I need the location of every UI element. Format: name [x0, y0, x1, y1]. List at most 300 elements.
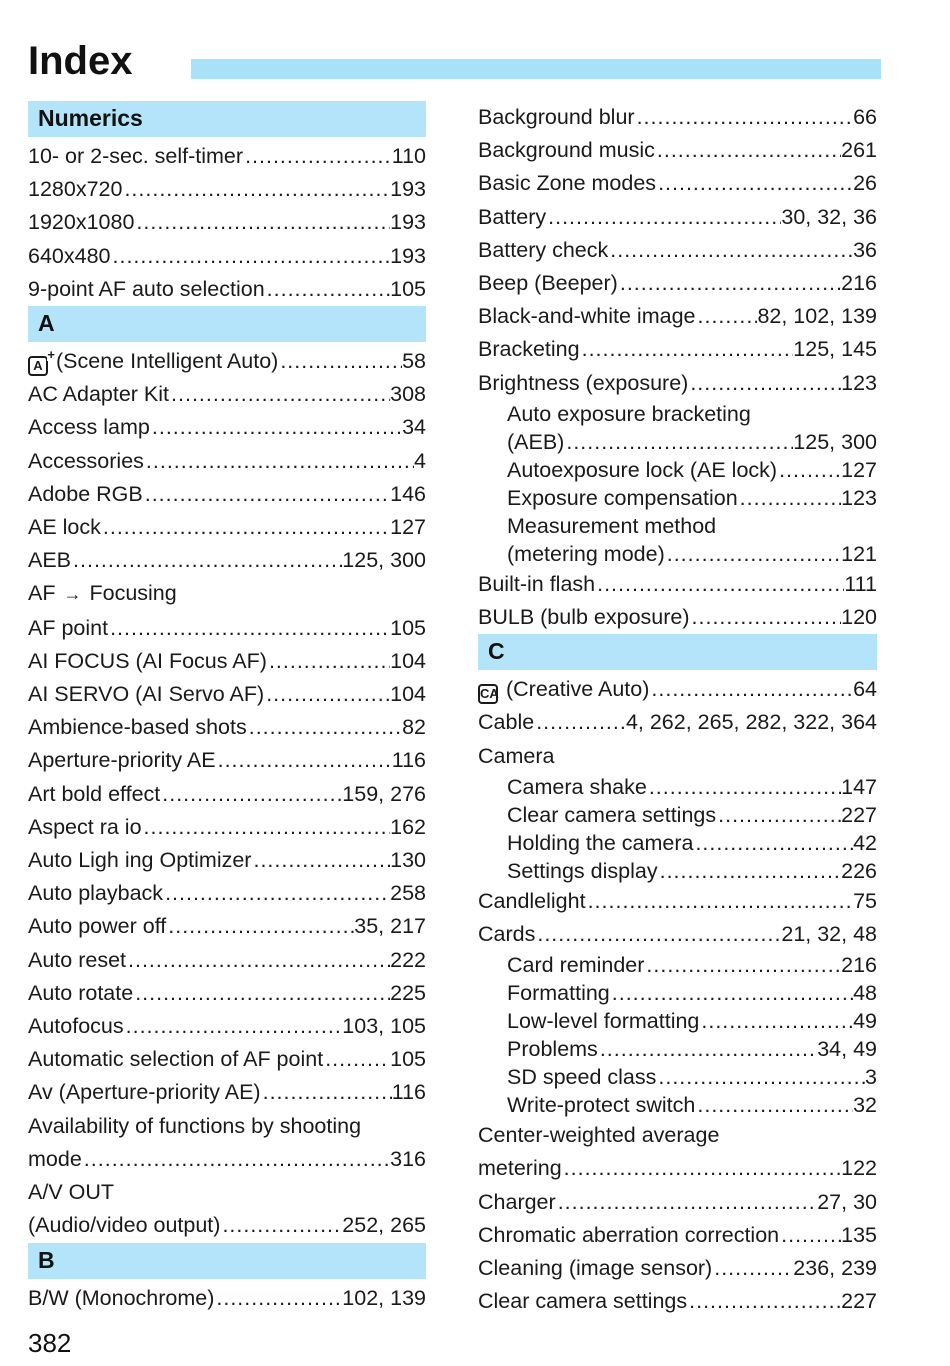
leader-dots	[635, 101, 854, 134]
entry-term-text: Card reminder	[507, 953, 645, 978]
entry-term	[507, 1035, 598, 1063]
index-subentry	[478, 979, 877, 1007]
index-entry	[28, 345, 426, 378]
entry-term-text: 1920x1080	[28, 210, 135, 235]
index-entry	[478, 740, 877, 773]
entry-term	[28, 345, 278, 378]
index-entry-row	[28, 577, 426, 611]
index-entry-row	[478, 267, 877, 300]
leader-dots	[598, 1035, 817, 1063]
leader-dots	[216, 744, 392, 777]
index-entry	[28, 544, 426, 577]
entry-term	[478, 1152, 562, 1185]
index-entry-row	[478, 1252, 877, 1285]
entry-pages[interactable]: 111	[844, 571, 877, 596]
entry-pages[interactable]: 75	[853, 888, 877, 913]
index-subentry	[478, 1007, 877, 1035]
leader-dots	[160, 778, 342, 811]
entry-pages[interactable]: 122	[841, 1156, 877, 1181]
entry-term-text: Ambience-based shots	[28, 715, 247, 740]
entry-pages[interactable]: 4	[414, 448, 426, 473]
entry-term-text: B/W (Monochrome)	[28, 1285, 215, 1310]
entry-pages[interactable]: 125, 300	[342, 548, 426, 573]
entry-heading: Camera	[478, 743, 555, 768]
entry-term	[507, 1007, 699, 1035]
index-entry-row	[478, 568, 877, 601]
index-entry	[28, 612, 426, 645]
leader-dots	[122, 173, 390, 206]
leader-dots	[261, 1076, 392, 1109]
entry-pages[interactable]: 193	[390, 210, 426, 235]
index-entry-row	[507, 484, 877, 512]
entry-pages[interactable]: 127	[390, 515, 426, 540]
index-entry-row	[507, 857, 877, 885]
entry-term	[507, 829, 693, 857]
entry-pages[interactable]: 21, 32, 48	[781, 922, 877, 947]
page-title: Index	[28, 39, 133, 83]
entry-term	[507, 428, 564, 456]
entry-pages[interactable]: 35, 217	[354, 914, 426, 939]
index-entry	[28, 577, 426, 611]
index-entry	[28, 877, 426, 910]
index-entry-row	[28, 1143, 426, 1176]
index-entry-row	[478, 300, 877, 333]
entry-term	[478, 333, 580, 366]
entry-term-text: Battery	[478, 204, 547, 229]
entry-pages[interactable]: 58	[402, 349, 426, 374]
entry-term-text: metering	[478, 1156, 562, 1181]
entry-term	[478, 568, 595, 601]
index-subentry	[478, 951, 877, 979]
index-entry-row	[478, 1285, 877, 1318]
index-entry	[478, 101, 877, 134]
entry-pages[interactable]: 159, 276	[342, 781, 426, 806]
leader-dots	[108, 612, 390, 645]
entry-term-text: AC Adapter Kit	[28, 382, 170, 407]
entry-term-text: SD speed class	[507, 1065, 657, 1090]
index-column-right	[478, 101, 877, 1318]
index-entry	[28, 240, 426, 273]
leader-dots	[688, 367, 841, 400]
entry-pages[interactable]: 104	[390, 682, 426, 707]
entry-term	[478, 1252, 712, 1285]
entry-term	[28, 1282, 214, 1315]
index-entry-row	[28, 778, 426, 811]
leader-dots	[647, 773, 841, 801]
index-entry-row	[478, 601, 877, 634]
index-entry-row	[478, 1186, 877, 1219]
leader-dots	[101, 511, 390, 544]
index-subentry	[478, 829, 877, 857]
entry-term	[28, 877, 163, 910]
entry-pages[interactable]: 116	[391, 748, 426, 773]
entry-term	[28, 511, 101, 544]
index-entry-row	[478, 918, 877, 951]
leader-dots	[649, 673, 853, 706]
leader-dots	[644, 951, 841, 979]
leader-dots	[595, 568, 844, 601]
index-entry-row	[507, 540, 877, 568]
entry-term	[507, 773, 647, 801]
index-entry	[478, 1219, 877, 1252]
index-entry	[478, 333, 877, 366]
index-entry	[478, 673, 877, 706]
entry-pages[interactable]: 252, 265	[342, 1213, 426, 1238]
leader-dots	[534, 706, 626, 739]
index-entry-row	[507, 801, 877, 829]
entry-term-text: 10- or 2-sec. self-timer	[28, 144, 244, 168]
leader-dots	[777, 456, 841, 484]
leader-dots	[264, 678, 390, 711]
leader-dots	[712, 1252, 793, 1285]
index-subentry	[478, 1035, 877, 1063]
index-subentry	[478, 857, 877, 885]
entry-term-text: Auto playback	[28, 881, 164, 906]
entry-term-text: 9-point AF auto selection	[28, 276, 265, 301]
entry-pages[interactable]: 30, 32, 36	[781, 204, 877, 229]
leader-dots	[142, 811, 391, 844]
leader-dots	[247, 711, 402, 744]
leader-dots	[163, 877, 390, 910]
leader-dots	[586, 885, 854, 918]
index-entry-row	[478, 706, 877, 739]
index-entry	[28, 811, 426, 844]
entry-term-first-line: A/V OUT	[28, 1180, 115, 1205]
index-entry	[28, 778, 426, 811]
entry-pages[interactable]: 64	[853, 677, 877, 702]
entry-pages[interactable]: 104	[390, 648, 426, 673]
entry-pages[interactable]: 105	[390, 276, 426, 301]
entry-term	[478, 201, 546, 234]
leader-dots	[134, 206, 390, 239]
index-entry	[28, 378, 426, 411]
index-entry	[28, 273, 426, 306]
entry-pages[interactable]: 123	[841, 370, 877, 395]
entry-term: AF	[28, 581, 56, 606]
entry-term	[478, 234, 608, 267]
entry-term	[28, 140, 243, 173]
entry-term-text: Black-and-white image	[478, 304, 696, 329]
entry-pages[interactable]: 3	[865, 1065, 877, 1090]
entry-term	[28, 1076, 261, 1109]
entry-term	[478, 885, 586, 918]
index-entry-row	[28, 612, 426, 645]
index-entry-row	[28, 140, 426, 173]
index-entry	[478, 267, 877, 300]
entry-pages[interactable]: 103, 105	[342, 1014, 426, 1039]
entry-pages[interactable]: 125, 145	[793, 337, 877, 362]
entry-pages[interactable]: 227	[841, 802, 877, 827]
leader-dots	[699, 1007, 853, 1035]
entry-term-text: Built-in flash	[478, 571, 596, 596]
index-entry	[28, 140, 426, 173]
index-subentry	[478, 456, 877, 484]
index-entry-row	[28, 678, 426, 711]
leader-dots	[608, 234, 853, 267]
entry-pages[interactable]: 105	[390, 1047, 426, 1072]
entry-term	[478, 101, 635, 134]
entry-pages[interactable]: 261	[841, 138, 877, 163]
entry-term-text: (Creative Auto)	[506, 677, 650, 702]
entry-pages[interactable]: 34, 49	[817, 1037, 877, 1062]
leader-dots	[610, 979, 853, 1007]
entry-pages[interactable]: 193	[390, 177, 426, 202]
entry-term	[28, 977, 133, 1010]
index-entry-row	[507, 456, 877, 484]
index-entry-row	[28, 544, 426, 577]
index-entry-row	[28, 478, 426, 511]
entry-pages[interactable]: 120	[841, 605, 877, 630]
index-entry-row	[28, 944, 426, 977]
index-entry	[28, 744, 426, 777]
entry-term	[478, 1219, 779, 1252]
leader-dots	[779, 1219, 841, 1252]
entry-term-text: Holding the camera	[507, 830, 694, 855]
index-entry-row	[478, 134, 877, 167]
entry-term-text: BULB (bulb exposure)	[478, 605, 690, 630]
entry-term-text: Automatic selection of AF point	[28, 1047, 324, 1072]
leader-dots	[687, 1285, 841, 1318]
leader-dots	[658, 857, 842, 885]
entry-term	[478, 1186, 556, 1219]
see-reference[interactable]: Focusing	[89, 581, 177, 606]
entry-pages[interactable]: 42	[853, 830, 877, 855]
entry-pages[interactable]: 4, 262, 265, 282, 322, 364	[625, 710, 877, 735]
index-entry	[28, 844, 426, 877]
leader-dots	[738, 484, 841, 512]
entry-term-text: Cleaning (image sensor)	[478, 1256, 713, 1281]
entry-pages[interactable]: 123	[841, 485, 877, 510]
index-entry	[478, 706, 877, 739]
entry-pages[interactable]: 36	[853, 237, 877, 262]
leader-dots	[693, 829, 853, 857]
index-subentry	[478, 773, 877, 801]
index-entry	[478, 1119, 877, 1185]
index-entry-row	[507, 1091, 877, 1119]
entry-pages[interactable]: 216	[841, 271, 877, 296]
entry-term-text: Auto rotate	[28, 980, 134, 1005]
entry-pages[interactable]: 125, 300	[793, 429, 877, 454]
entry-pages[interactable]: 147	[841, 774, 877, 799]
arrow-right-icon: →	[63, 584, 82, 605]
entry-pages[interactable]: 66	[853, 105, 877, 129]
leader-dots	[220, 1209, 342, 1242]
index-entry	[478, 1252, 877, 1285]
entry-pages[interactable]: 308	[390, 382, 426, 407]
entry-term	[507, 1091, 695, 1119]
entry-term	[28, 411, 150, 444]
entry-pages[interactable]: 193	[390, 243, 426, 268]
entry-term-text: Charger	[478, 1189, 556, 1214]
entry-term-text: Problems	[507, 1037, 598, 1062]
index-entry-row	[28, 645, 426, 678]
entry-pages[interactable]: 82, 102, 139	[757, 304, 877, 329]
index-entry-row	[507, 951, 877, 979]
entry-term-text: Battery check	[478, 237, 609, 262]
entry-pages[interactable]: 121	[841, 541, 877, 566]
section-header: B	[28, 1243, 426, 1279]
entry-pages[interactable]: 225	[390, 980, 426, 1005]
entry-term	[28, 378, 169, 411]
entry-term-text: Cable	[478, 710, 535, 735]
index-column-left	[28, 101, 426, 1315]
entry-term	[478, 134, 655, 167]
leader-dots	[143, 478, 390, 511]
entry-term	[28, 811, 142, 844]
entry-term	[28, 645, 267, 678]
entry-pages[interactable]: 226	[841, 858, 877, 883]
index-entry-row	[28, 206, 426, 239]
index-entry	[28, 977, 426, 1010]
leader-dots	[265, 273, 390, 306]
index-entry-row	[28, 1010, 426, 1043]
entry-term-text: Cards	[478, 922, 536, 947]
index-entry-row	[28, 273, 426, 306]
leader-dots	[323, 1043, 390, 1076]
entry-pages[interactable]: 216	[841, 953, 877, 978]
entry-pages[interactable]: 102, 139	[342, 1285, 426, 1310]
entry-term-text: Write-protect switch	[507, 1093, 696, 1118]
entry-term-text: Auto Ligh ing Optimizer	[28, 848, 252, 873]
index-entry-row	[478, 333, 877, 366]
index-entry	[28, 1176, 426, 1242]
entry-term-text: Bracketing	[478, 337, 580, 362]
index-entry-row	[507, 979, 877, 1007]
entry-term-text: Settings display	[507, 858, 658, 883]
scene-intelligent-auto-icon: A +	[28, 356, 48, 376]
index-entry	[28, 1282, 426, 1315]
section-header: Numerics	[28, 101, 426, 137]
entry-term	[28, 1209, 220, 1242]
entry-pages[interactable]: 227	[841, 1289, 877, 1314]
leader-dots	[214, 1282, 342, 1315]
index-entry-row	[478, 673, 877, 706]
entry-pages[interactable]: 222	[390, 947, 426, 972]
creative-auto-icon: CA	[478, 684, 498, 704]
entry-pages[interactable]: 105	[390, 615, 426, 640]
leader-dots	[655, 134, 841, 167]
entry-term-text: (Audio/video output)	[28, 1213, 221, 1238]
index-entry	[28, 711, 426, 744]
entry-term	[28, 1010, 124, 1043]
entry-term	[28, 1043, 323, 1076]
index-entry	[28, 1110, 426, 1176]
leader-dots	[71, 544, 342, 577]
index-entry	[28, 206, 426, 239]
entry-term	[507, 484, 738, 512]
entry-pages[interactable]: 26	[853, 171, 877, 196]
entry-pages[interactable]: 236, 239	[793, 1256, 877, 1281]
entry-pages[interactable]: 116	[391, 1080, 426, 1105]
index-subentry	[478, 400, 877, 456]
entry-term-text: Av (Aperture-priority AE)	[28, 1080, 261, 1105]
index-entry	[28, 411, 426, 444]
leader-dots	[716, 801, 841, 829]
index-entry-row	[478, 1219, 877, 1252]
entry-pages[interactable]: 82	[402, 715, 426, 740]
entry-term-text: Art bold effect	[28, 781, 161, 806]
entry-term	[28, 612, 108, 645]
entry-pages[interactable]: 130	[390, 848, 426, 873]
entry-term-text: Low-level formatting	[507, 1009, 700, 1034]
entry-term-text: AI SERVO (AI Servo AF)	[28, 682, 265, 707]
entry-term	[507, 456, 777, 484]
index-entry	[478, 1186, 877, 1219]
entry-term-text: Brightness (exposure)	[478, 370, 689, 395]
leader-dots	[166, 910, 354, 943]
index-entry-row	[507, 1007, 877, 1035]
entry-term-text: mode	[28, 1146, 82, 1171]
index-entry-row	[28, 378, 426, 411]
leader-dots	[656, 167, 853, 200]
index-entry	[478, 568, 877, 601]
entry-pages[interactable]: 34	[402, 415, 426, 440]
entry-pages[interactable]: 127	[841, 457, 877, 482]
leader-dots	[656, 1063, 865, 1091]
entry-term-first-line: Auto exposure bracketing	[507, 401, 751, 426]
index-entry-row	[28, 445, 426, 478]
index-entry-row	[28, 811, 426, 844]
index-entry-row	[478, 885, 877, 918]
entry-pages[interactable]: 316	[390, 1146, 426, 1171]
entry-term-text: Basic Zone modes	[478, 171, 657, 196]
index-entry	[478, 885, 877, 918]
entry-pages[interactable]: 48	[853, 981, 877, 1006]
entry-term-text: Autofocus	[28, 1014, 124, 1039]
entry-term-first-line: Center-weighted average	[478, 1123, 720, 1148]
leader-dots	[665, 540, 841, 568]
entry-pages[interactable]: 27, 30	[817, 1189, 877, 1214]
leader-dots	[546, 201, 781, 234]
index-entry-row	[507, 829, 877, 857]
entry-term-text: Beep (Beeper)	[478, 271, 618, 296]
index-entry-row	[478, 1152, 877, 1185]
entry-term-text: AI FOCUS (AI Focus AF)	[28, 648, 267, 673]
entry-pages[interactable]: 32	[853, 1093, 877, 1118]
entry-pages[interactable]: 146	[390, 481, 426, 506]
entry-pages[interactable]: 162	[390, 814, 426, 839]
entry-term-text: Background blur	[478, 105, 635, 129]
index-entry	[478, 601, 877, 634]
entry-term	[478, 1285, 687, 1318]
entry-term-text: Camera shake	[507, 774, 647, 799]
entry-term-text: Auto reset	[28, 947, 126, 972]
index-entry	[28, 1076, 426, 1109]
entry-term	[478, 601, 690, 634]
leader-dots	[251, 844, 390, 877]
entry-term	[28, 744, 216, 777]
leader-dots	[618, 267, 841, 300]
index-entry	[478, 134, 877, 167]
leader-dots	[580, 333, 794, 366]
entry-term	[28, 944, 126, 977]
index-entry	[478, 234, 877, 267]
leader-dots	[278, 345, 402, 378]
leader-dots	[690, 601, 842, 634]
index-entry-row	[507, 428, 877, 456]
entry-pages[interactable]: 49	[853, 1009, 877, 1034]
entry-term	[28, 678, 264, 711]
leader-dots	[144, 445, 414, 478]
entry-term-text: Formatting	[507, 981, 610, 1006]
index-entry-row	[28, 711, 426, 744]
index-entry	[478, 1285, 877, 1318]
entry-pages[interactable]: 110	[391, 144, 426, 168]
section-header: C	[478, 634, 877, 670]
entry-pages[interactable]: 258	[390, 881, 426, 906]
entry-pages[interactable]: 135	[841, 1222, 877, 1247]
leader-dots	[126, 944, 390, 977]
